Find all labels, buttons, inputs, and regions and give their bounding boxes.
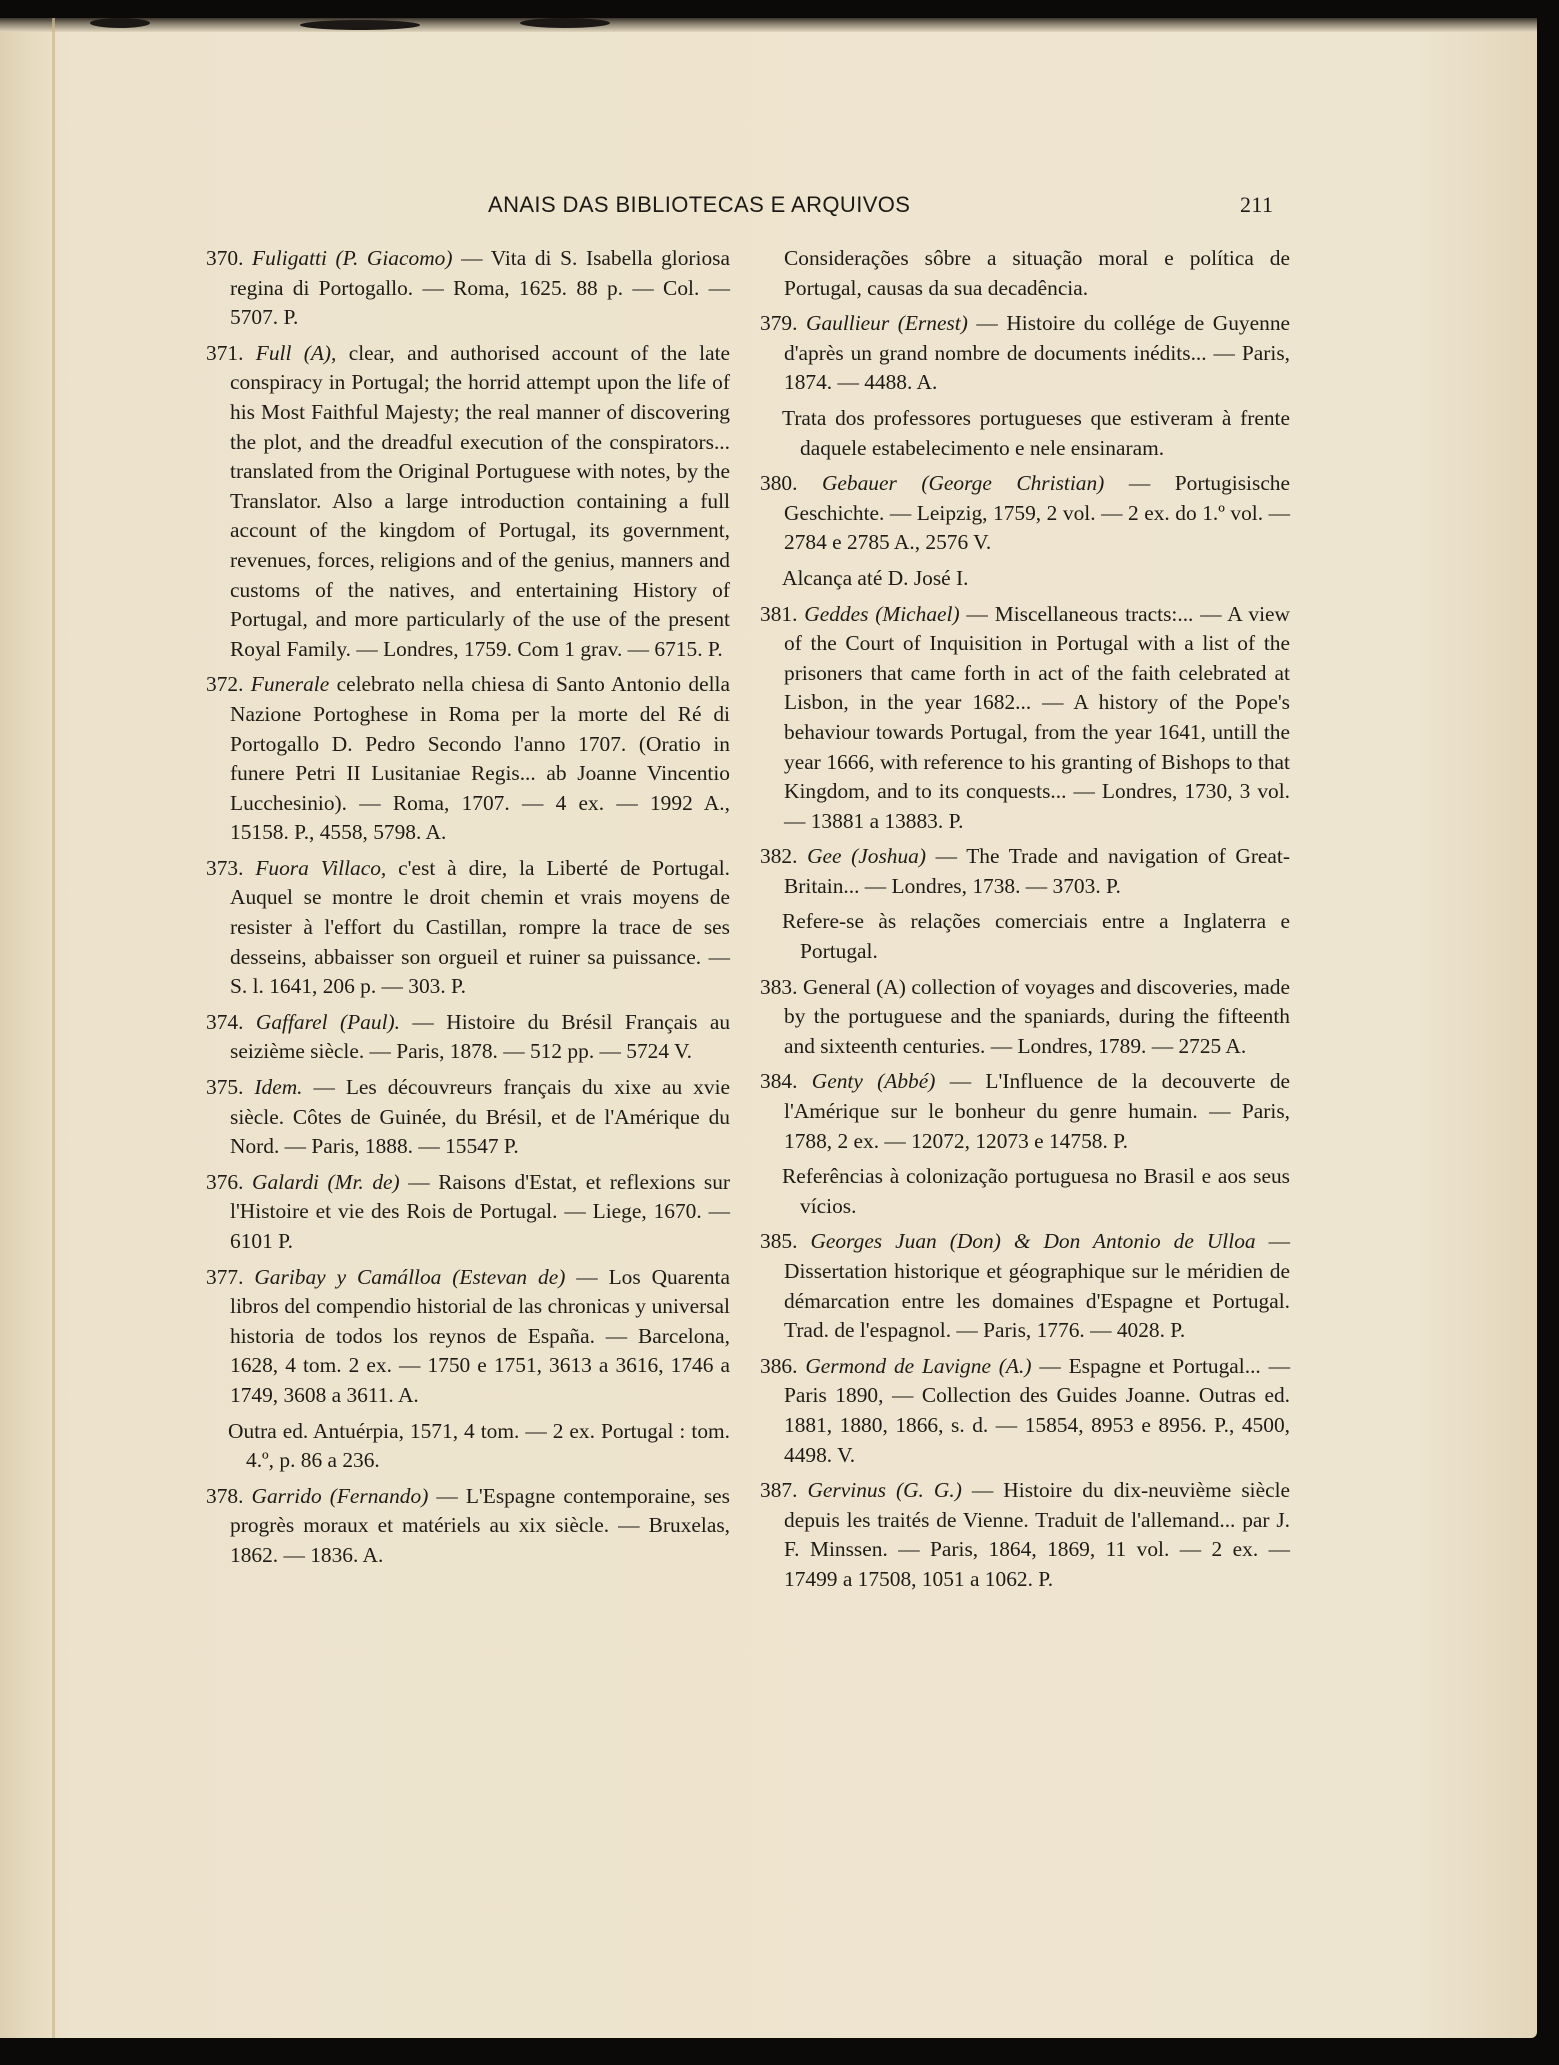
entry-text: — Histoire du Brésil Français au seizième siècle. — Paris, 1878. — 512 pp. — 5724 V.: [230, 1009, 731, 1064]
ink-smudge: [90, 18, 150, 28]
entry-author: Idem.: [254, 1075, 303, 1100]
entry-text: — Miscellaneous tracts:... — A view of the Court of Inquisition in Portugal with a list of the prisoners that came forth in act of the faith celebrated at Lisbon, in the year 1682... — A history of the Pope's behaviour towards Portugal, from the year 1641, untill the year 1666, with reference to his granting of Bishops to that Kingdom, and to its conquests... — Londres, 1730, 3 vol. — 13881 a 13883. P.: [784, 601, 1290, 833]
entry-number: 370.: [206, 246, 253, 270]
page-fold: [52, 18, 55, 2038]
entry-number: 374.: [206, 1009, 256, 1034]
page-number: 211: [1240, 192, 1274, 217]
bibliography-entry: [206, 854, 730, 1002]
entry-author: Georges Juan (Don) & Don Antonio de Ulloa: [810, 1229, 1256, 1254]
bibliography-entry: [760, 1352, 1290, 1470]
entry-author: Germond de Lavigne (A.): [805, 1353, 1032, 1378]
entry-number: 385.: [760, 1229, 811, 1254]
bibliography-entry: [206, 339, 730, 665]
entry-text: — Portugisische Geschichte. — Leipzig, 1759, 2 vol. — 2 ex. do 1.º vol. — 2784 e 2785 A., 2576 V.: [784, 471, 1290, 555]
entry-number: 384.: [760, 1069, 812, 1094]
bibliography-entry: [760, 309, 1290, 398]
entry-text: c'est à dire, la Liberté de Portugal. Auquel se montre le droit chemin et vrais moyens de resister à l'effort du Castillan, rompre la trace de ses desseins, abbaisser son orgueil et ruiner sa puissance. — S. l. 1641, 206 p. — 303. P.: [230, 855, 730, 999]
entry-author: Genty (Abbé): [811, 1069, 936, 1094]
entry-text: — Vita di S. Isabella gloriosa regina di Portogallo. — Roma, 1625. 88 p. — Col. — 5707. P.: [230, 246, 730, 330]
entry-text: — L'Influence de la decouverte de l'Amérique sur le bonheur du genre humain. — Paris, 1788, 2 ex. — 12072, 12073 e 14758. P.: [784, 1069, 1291, 1153]
entry-text: — Raisons d'Estat, et reflexions sur l'Histoire et vie des Rois de Portugal. — Liege, 1670. — 6101 P.: [230, 1169, 731, 1253]
entry-note: Trata dos professores portugueses que estiveram à frente daquele estabelecimento e nele ensinaram.: [782, 405, 1290, 460]
entry-author: Funerale: [250, 672, 330, 697]
entry-author: Fuligatti (P. Giacomo): [252, 246, 453, 270]
entry-note: Alcança até D. José I.: [782, 565, 969, 590]
entry-author: Gee (Joshua): [807, 844, 926, 869]
entry-text: — The Trade and navigation of Great-Britain... — Londres, 1738. — 3703. P.: [784, 844, 1290, 898]
entry-text: — L'Espagne contemporaine, ses progrès moraux et matériels au xix siècle. — Bruxelas, 1862. — 1836. A.: [230, 1483, 730, 1567]
entry-text: — Histoire du dix-neuvième siècle depuis les traités de Vienne. Traduit de l'allemand... par J. F. Minssen. — Paris, 1864, 1869, 11 vol. — 2 ex. — 17499 a 17508, 1051 a 1062. P.: [784, 1478, 1291, 1591]
entry-author: Galardi (Mr. de): [252, 1169, 400, 1194]
entry-number: 373.: [206, 855, 256, 880]
entry-author: Garibay y Camálloa (Estevan de): [254, 1264, 566, 1289]
entry-text: — Los Quarenta libros del compendio historial de las chronicas y universal historia de todos los reynos de España. — Barcelona, 1628, 4 tom. 2 ex. — 1750 e 1751, 3613 a 3616, 1746 a 1749, 3608 a 3611. A.: [230, 1264, 730, 1407]
bibliography-entry: [760, 1227, 1290, 1345]
entry-number: 372.: [206, 672, 251, 697]
ink-smudge: [300, 20, 420, 30]
entry-text: General (A) collection of voyages and discoveries, made by the portuguese and the spaniards, during the fifteenth and sixteenth centuries. — Londres, 1789. — 2725 A.: [784, 974, 1290, 1058]
entry-text: — Espagne et Portugal... — Paris 1890, — Collection des Guides Joanne. Outras ed. 1881, 1880, 1866, s. d. — 15854, 8953 e 8956. P., 4500, 4498. V.: [784, 1353, 1291, 1467]
entry-note: Outra ed. Antuérpia, 1571, 4 tom. — 2 ex. Portugal : tom. 4.º, p. 86 a 236.: [228, 1418, 730, 1473]
bibliography-entry: [760, 842, 1290, 901]
bibliography-entry: [206, 244, 730, 333]
entry-author: Fuora Villaco,: [255, 855, 387, 880]
bibliography-entry: [206, 1073, 730, 1162]
left-column: [206, 244, 730, 1577]
entry-number: 371.: [206, 340, 256, 365]
ink-smudge: [520, 18, 610, 28]
entry-text: — Les découvreurs français du xixe au xvie siècle. Côtes de Guinée, du Brésil, et de l'Amérique du Nord. — Paris, 1888. — 15547 P.: [230, 1075, 731, 1159]
bibliography-entry: [206, 1008, 730, 1067]
bibliography-entry: [760, 1067, 1290, 1156]
entry-number: 378.: [206, 1483, 252, 1508]
entry-number: 377.: [206, 1264, 255, 1289]
entry-note: Refere-se às relações comerciais entre a Inglaterra e Portugal.: [782, 909, 1290, 964]
entry-number: 387.: [760, 1478, 808, 1503]
scanned-page: [0, 18, 1537, 2038]
entry-text: — Dissertation historique et géographique sur le méridien de démarcation entre les domaines d'Espagne et Portugal. Trad. de l'espagnol. — Paris, 1776. — 4028. P.: [784, 1229, 1290, 1343]
entry-text: — Histoire du collége de Guyenne d'après un grand nombre de documents inédits... — Paris, 1874. — 4488. A.: [784, 311, 1291, 395]
entry-author: Gaffarel (Paul).: [255, 1009, 400, 1034]
entry-author: Full (A),: [255, 340, 337, 365]
entry-text: celebrato nella chiesa di Santo Antonio della Nazione Portoghese in Roma per la morte del Ré di Portogallo D. Pedro Secondo l'anno 1707. (Oratio in funere Petri II Lusitaniae Regis... ab Joanne Vincentio Lucchesinio). — Roma, 1707. — 4 ex. — 1992 A., 15158. P., 4558, 5798. A.: [230, 672, 730, 845]
entry-text: clear, and authorised account of the late conspiracy in Portugal; the horrid attempt upon the life of his Most Faithful Majesty; the real manner of discovering the plot, and the dreadful execution of the conspirators... translated from the Original Portuguese with notes, by the Translator. Also a large introduction containing a full account of the kingdom of Portugal, its government, revenues, forces, religions and of the genius, manners and customs of the natives, and entertaining History of Portugal, and more particularly of the use of the present Royal Family. — Londres, 1759. Com 1 grav. — 6715. P.: [230, 340, 731, 661]
entry-author: Garrido (Fernando): [251, 1483, 429, 1508]
bibliography-entry: [760, 1476, 1290, 1594]
entry-author: Geddes (Michael): [804, 601, 960, 626]
bibliography-entry: [206, 1482, 730, 1571]
entry-number: 376.: [206, 1169, 253, 1194]
entry-number: 380.: [760, 471, 822, 496]
entry-number: 382.: [760, 844, 808, 869]
entry-note: Referências à colonização portuguesa no Brasil e aos seus vícios.: [782, 1164, 1290, 1218]
entry-author: Gervinus (G. G.): [807, 1478, 962, 1503]
bibliography-entry: [206, 1168, 730, 1257]
bibliography-entry: [760, 973, 1290, 1062]
entry-number: 379.: [760, 311, 806, 336]
entry-author: Gebauer (George Christian): [821, 471, 1105, 496]
torn-top-edge: [0, 18, 1537, 32]
journal-title: ANAIS DAS BIBLIOTECAS E ARQUIVOS: [488, 192, 911, 217]
entry-number: 386.: [760, 1353, 806, 1378]
entry-number: 375.: [206, 1075, 255, 1100]
bibliography-entry: [760, 469, 1290, 558]
entry-author: Gaullieur (Ernest): [806, 311, 968, 336]
bibliography-entry: [206, 1263, 730, 1411]
bibliography-entry: [760, 600, 1290, 837]
entry-continuation: Considerações sôbre a situação moral e política de Portugal, causas da sua decadência.: [784, 246, 1290, 300]
right-column: [760, 244, 1290, 1601]
bibliography-entry: [206, 670, 730, 848]
entry-number: 383.: [760, 974, 803, 999]
entry-number: 381.: [760, 601, 805, 626]
